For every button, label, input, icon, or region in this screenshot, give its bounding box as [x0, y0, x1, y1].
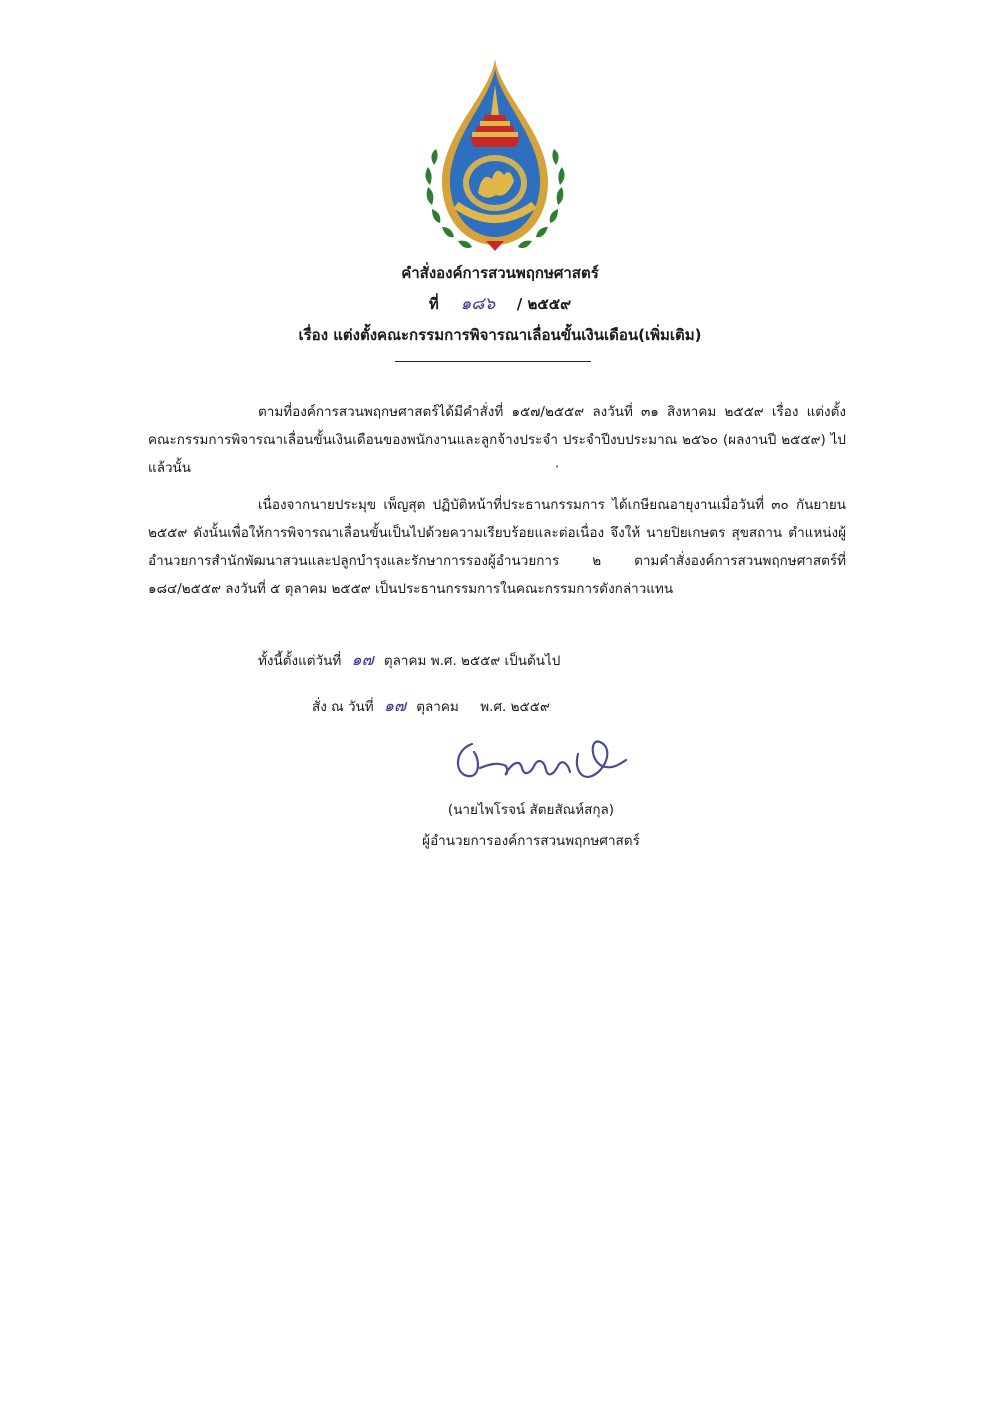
signer-title: ผู้อำนวยการองค์การสวนพฤกษศาสตร์ [422, 833, 640, 849]
effective-prefix: ทั้งนี้ตั้งแต่วันที่ [258, 653, 342, 669]
effective-date-line [258, 648, 560, 673]
paragraph-2-text: เนื่องจากนายประมุข เพ็ญสุต ปฏิบัติหน้าที่ประธานกรรมการ ได้เกษียณอายุงานเมื่อวันที่ ๓๐ กันยายน ๒๕๕๙ ดังนั้นเพื่อให้การพิจารณาเลื่อนขั้นเป็นไปด้วยความเรียบร้อยและต่อเนื่อง จึงให้ นายปิยเกษตร สุขสถาน ตำแหน่งผู้อำนวยการสำนักพัฒนาสวนและปลูกบำรุงและรักษาการรองผู้อำนวยการ ๒ ตามคำสั่งองค์การสวนพฤกษศาสตร์ที่ ๑๘๔/๒๕๕๙ ลงวันที่ ๕ ตุลาคม ๒๕๕๙ เป็นประธานกรรมการในคณะกรรมการดังกล่าวแทน [148, 497, 846, 597]
signed-date-line [312, 694, 550, 719]
emblem-drop-icon [420, 55, 570, 255]
paragraph-1-text: ตามที่องค์การสวนพฤกษศาสตร์ได้มีคำสั่งที่ ๑๕๗/๒๕๕๙ ลงวันที่ ๓๑ สิงหาคม ๒๕๕๙ เรื่อง แต่งตั้งคณะกรรมการพิจารณาเลื่อนขั้นเงินเดือนของพนักงานและลูกจ้างประจำ ประจำปีงบประมาณ ๒๕๖๐ (ผลงานปี ๒๕๕๙) ไปแล้วนั้น [148, 404, 846, 476]
scan-speck [556, 465, 558, 468]
order-year: / ๒๕๕๙ [516, 295, 572, 313]
header-divider [395, 361, 591, 362]
effective-day-handwritten: ๑๗ [351, 650, 374, 669]
order-number-line [0, 289, 1000, 320]
order-subject: เรื่อง แต่งตั้งคณะกรรมการพิจารณาเลื่อนขั้นเงินเดือน(เพิ่มเติม) [298, 326, 702, 344]
handwritten-signature [450, 730, 640, 790]
signed-day-handwritten: ๑๗ [383, 696, 407, 715]
organization-emblem [420, 55, 570, 255]
paragraph-1 [148, 398, 846, 482]
order-header [0, 258, 1000, 351]
signed-month: ตุลาคม [416, 699, 459, 715]
order-no-label: ที่ [428, 295, 439, 313]
effective-suffix: ตุลาคม พ.ศ. ๒๕๕๙ เป็นต้นไป [383, 653, 561, 669]
order-number-handwritten: ๑๘๖ [460, 294, 496, 314]
signer-name: (นายไพโรจน์ สัตยสัณห์สกุล) [447, 802, 615, 818]
signed-year: พ.ศ. ๒๕๕๙ [480, 699, 550, 715]
order-heading: คำสั่งองค์การสวนพฤกษศาสตร์ [401, 264, 599, 282]
signature-icon [450, 730, 640, 790]
paragraph-2 [148, 491, 846, 603]
signed-prefix: สั่ง ณ วันที่ [312, 699, 374, 715]
